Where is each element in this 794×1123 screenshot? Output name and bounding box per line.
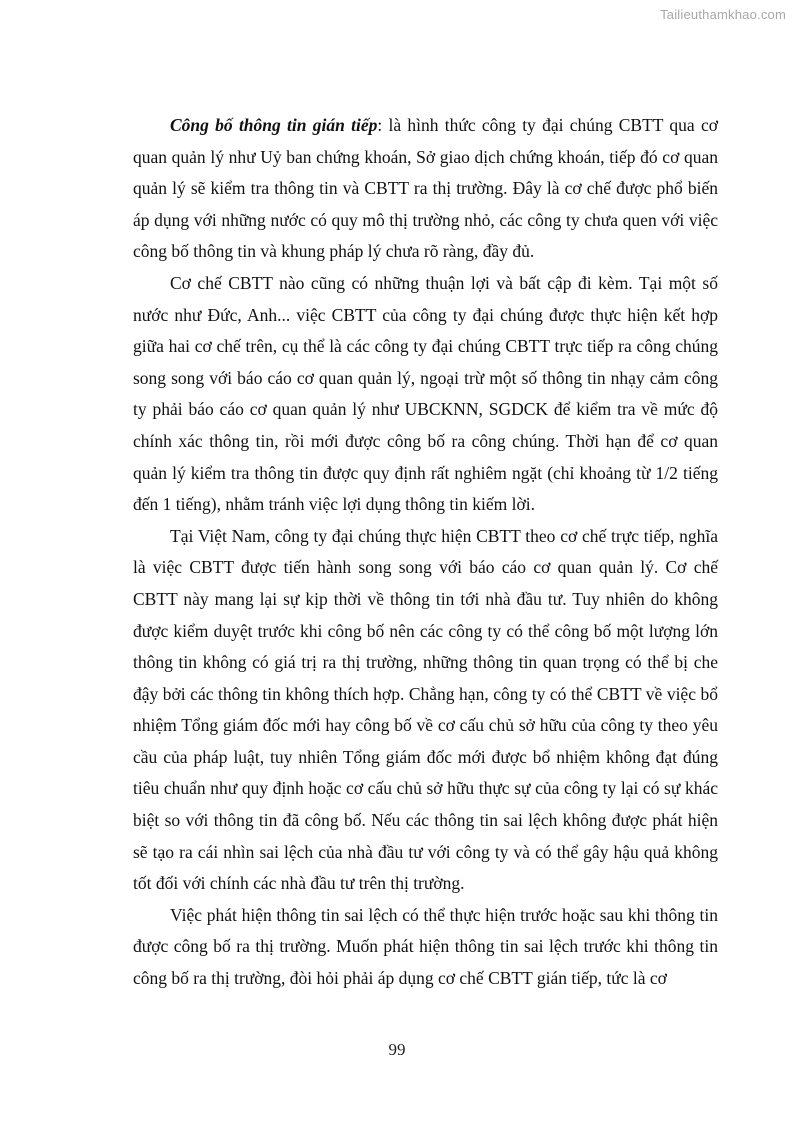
watermark-text: Tailieuthamkhao.com <box>660 7 786 22</box>
page-number: 99 <box>388 1040 406 1059</box>
document-body <box>133 110 718 995</box>
paragraph-mechanisms: Cơ chế CBTT nào cũng có những thuận lợi và bất cập đi kèm. Tại một số nước như Đức, Anh... việc CBTT của công ty đại chúng được thực hiện kết hợp giữa hai cơ chế trên, cụ thể là các công ty đại chúng CBTT trực tiếp ra công chúng song song với báo cáo cơ quan quản lý, ngoại trừ một số thông tin nhạy cảm công ty phải báo cáo cơ quan quản lý như UBCKNN, SGDCK để kiểm tra về mức độ chính xác thông tin, rồi mới được công bố ra công chúng. Thời hạn để cơ quan quản lý kiểm tra thông tin được quy định rất nghiêm ngặt (chỉ khoảng từ 1/2 tiếng đến 1 tiếng), nhằm tránh việc lợi dụng thông tin kiếm lời. <box>133 272 718 515</box>
paragraph-text: : là hình thức công ty đại chúng CBTT qua cơ quan quản lý như Uỷ ban chứng khoán, Sở giao dịch chứng khoán, tiếp đó cơ quan quản lý sẽ kiểm tra thông tin và CBTT ra thị trường. Đây là cơ chế được phổ biến áp dụng với những nước có quy mô thị trường nhỏ, các công ty chưa quen với việc công bố thông tin và khung pháp lý chưa rõ ràng, đầy đủ. <box>133 115 718 262</box>
paragraph-detection: Việc phát hiện thông tin sai lệch có thể thực hiện trước hoặc sau khi thông tin được công bố ra thị trường. Muốn phát hiện thông tin sai lệch trước khi thông tin công bố ra thị trường, đòi hỏi phải áp dụng cơ chế CBTT gián tiếp, tức là cơ <box>133 904 718 989</box>
paragraph-vietnam: Tại Việt Nam, công ty đại chúng thực hiện CBTT theo cơ chế trực tiếp, nghĩa là việc CBTT được tiến hành song song với báo cáo cơ quan quản lý. Cơ chế CBTT này mang lại sự kịp thời về thông tin tới nhà đầu tư. Tuy nhiên do không được kiểm duyệt trước khi công bố nên các công ty có thể công bố một lượng lớn thông tin không có giá trị ra thị trường, những thông tin quan trọng có thể bị che đậy bởi các thông tin không thích hợp. Chẳng hạn, công ty có thể CBTT về việc bổ nhiệm Tổng giám đốc mới hay công bố về cơ cấu chủ sở hữu của công ty theo yêu cầu của pháp luật, tuy nhiên Tổng giám đốc mới được bổ nhiệm không đạt đúng tiêu chuẩn như quy định hoặc cơ cấu chủ sở hữu thực sự của công ty lại có sự khác biệt so với thông tin đã công bố. Nếu các thông tin sai lệch không được phát hiện sẽ tạo ra cái nhìn sai lệch của nhà đầu tư với công ty và có thể gây hậu quả không tốt đối với chính các nhà đầu tư trên thị trường. <box>133 525 718 894</box>
paragraph-indirect-disclosure <box>133 110 718 268</box>
paragraph-lead-term: Công bố thông tin gián tiếp <box>170 115 378 135</box>
